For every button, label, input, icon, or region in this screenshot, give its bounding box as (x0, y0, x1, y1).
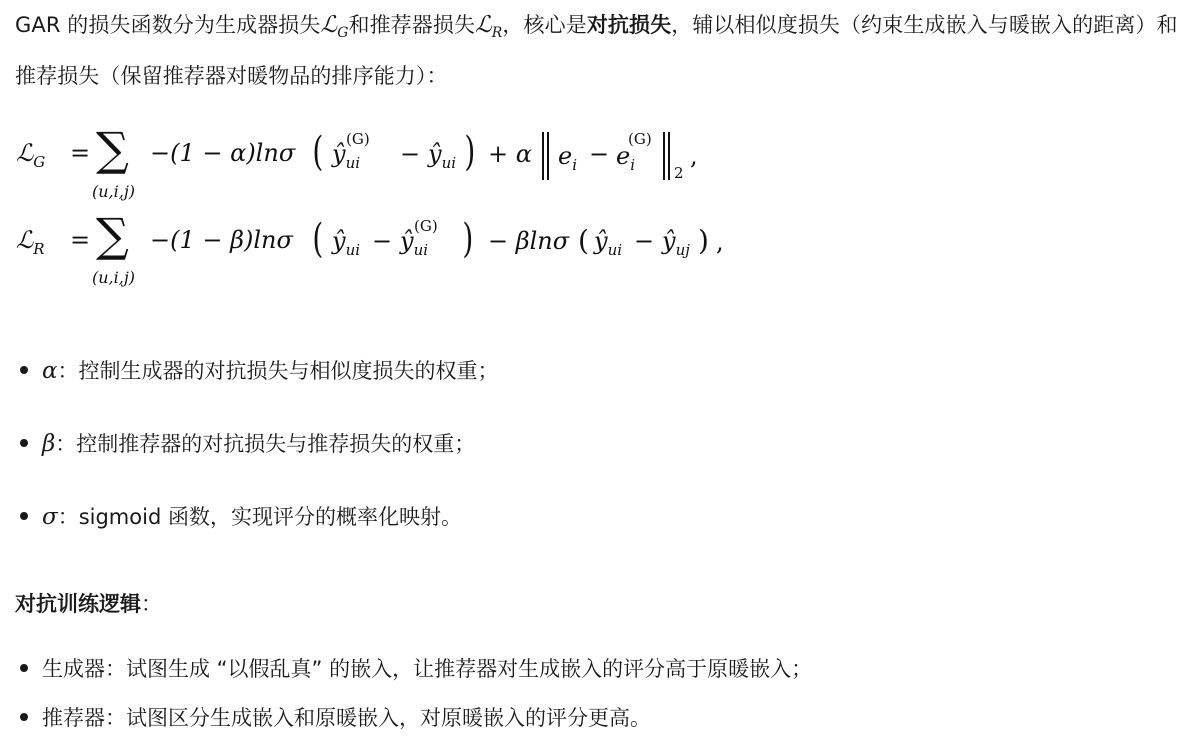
param-symbol: σ (42, 504, 58, 530)
section-title: 对抗训练逻辑 (15, 592, 141, 616)
intro-bold-term: 对抗损失 (586, 13, 672, 37)
formula2-yhat-uj: ŷ (662, 227, 676, 255)
formula1-yhat-g-sup: (G) (346, 130, 370, 148)
logic-text: 推荐器：试图区分生成嵌入和原暖嵌入，对原暖嵌入的评分更高。 (42, 706, 651, 730)
formula2-yhat-g-sub: ui (413, 241, 429, 259)
formula1-e-g: e (616, 142, 631, 170)
formula1-lhs-sub: G (33, 153, 46, 171)
list-item (20, 433, 920, 456)
logic-text: 生成器：试图生成 “以假乱真” 的嵌入，让推荐器对生成嵌入的评分高于原暖嵌入； (42, 657, 813, 681)
intro-text-2: 和推荐器损失 (348, 13, 476, 37)
bullet-dot (20, 664, 28, 672)
param-text: ：控制推荐器的对抗损失与推荐损失的权重； (55, 432, 476, 456)
generator-loss-symbol: ℒ (320, 12, 338, 38)
formula1-minus-e: − (589, 140, 610, 168)
list-item (20, 360, 920, 383)
formula1-term1: −(1 − α)lnσ (150, 139, 296, 167)
intro-text-4: ，辅以相似度损失（约束生成嵌入与暖嵌入的距离）和推荐损失（保留推荐器对暖物品的排序能力）： (15, 13, 1178, 88)
list-item (20, 506, 920, 529)
recommender-loss-symbol: ℒ (475, 12, 492, 38)
formula2-equals: = (70, 226, 91, 254)
bullet-dot (20, 366, 28, 374)
formula1-plus-alpha: + α (488, 140, 532, 168)
formula1-yhat-sub: ui (441, 154, 457, 172)
formula1-yhat: ŷ (428, 140, 442, 168)
section-colon: ： (141, 592, 162, 616)
formula1-sum: ∑ (96, 122, 129, 176)
formula2-yhat: ŷ (332, 227, 346, 255)
formula1-sum-index: (u,i,j) (92, 182, 136, 201)
formula2-sum: ∑ (96, 208, 129, 262)
list-item (20, 659, 920, 680)
formula2-yhat-uj-sub: uj (675, 241, 690, 259)
intro-text-3: ，核心是 (502, 13, 587, 37)
formula2-yhat-g-sup: (G) (414, 217, 438, 235)
formula2-term1: −(1 − β)lnσ (150, 226, 293, 254)
formula2-minus2: − (634, 227, 655, 255)
section-heading (15, 588, 162, 618)
formula1-end: , (690, 142, 698, 170)
generator-loss-formula: ℒ$_G$ = ∑ (u,i,j) −(1 − α)lnσ ( $ŷ_{ui}$ (G) − $ŷ_{ui}$ ) + α $e_i$ − $e_i$ (G) 2 , (16, 122, 698, 201)
recommender-loss-subscript: R (491, 25, 503, 41)
formula2-sum-index: (u,i,j) (92, 268, 136, 287)
bullet-dot (20, 713, 28, 721)
param-text: ：sigmoid 函数，实现评分的概率化映射。 (57, 505, 462, 529)
formula1-e-i: e (558, 142, 573, 170)
intro-paragraph (15, 4, 1190, 98)
formula1-e-g-sub: i (630, 156, 636, 174)
formula1-norm-sub: 2 (674, 164, 684, 182)
formula2-yhat-g: ŷ (400, 227, 414, 255)
formula1-e-i-sub: i (572, 156, 578, 174)
formula1-yhat-g-sub: ui (345, 154, 361, 172)
param-symbol: α (42, 358, 58, 384)
bullet-dot (20, 512, 28, 520)
formula2-yhat-ui-sub: ui (607, 241, 623, 259)
param-text: ：控制生成器的对抗损失与相似度损失的权重； (57, 359, 499, 383)
formula2-term2: − βlnσ (488, 227, 570, 255)
param-symbol: β (42, 431, 56, 457)
bullet-dot (20, 439, 28, 447)
intro-text-1: GAR 的损失函数分为生成器损失 (15, 13, 321, 37)
list-item (20, 708, 920, 729)
formula2-lhs-sub: R (33, 240, 45, 258)
formula2-yhat-sub: ui (345, 241, 361, 259)
formula2-end: , (716, 228, 724, 256)
formula1-minus: − (400, 140, 421, 168)
formula1-e-g-sup: (G) (628, 130, 652, 148)
formula1-equals: = (70, 139, 91, 167)
formula1-lhs: ℒ (16, 139, 34, 167)
formula2-yhat-ui: ŷ (594, 227, 608, 255)
formula2-lhs: ℒ (16, 226, 34, 254)
formula2-minus: − (372, 227, 393, 255)
recommender-loss-formula: ℒ$_R$ = ∑ (u,i,j) −(1 − β)lnσ ( $ŷ_{ui}$ − $ŷ_{ui}$ (G) ) − βlnσ ( $ŷ_{ui}$ − $ŷ_{uj}$ ) , (16, 208, 724, 287)
generator-loss-subscript: G (337, 25, 349, 41)
formula1-yhat-g: ŷ (332, 140, 346, 168)
